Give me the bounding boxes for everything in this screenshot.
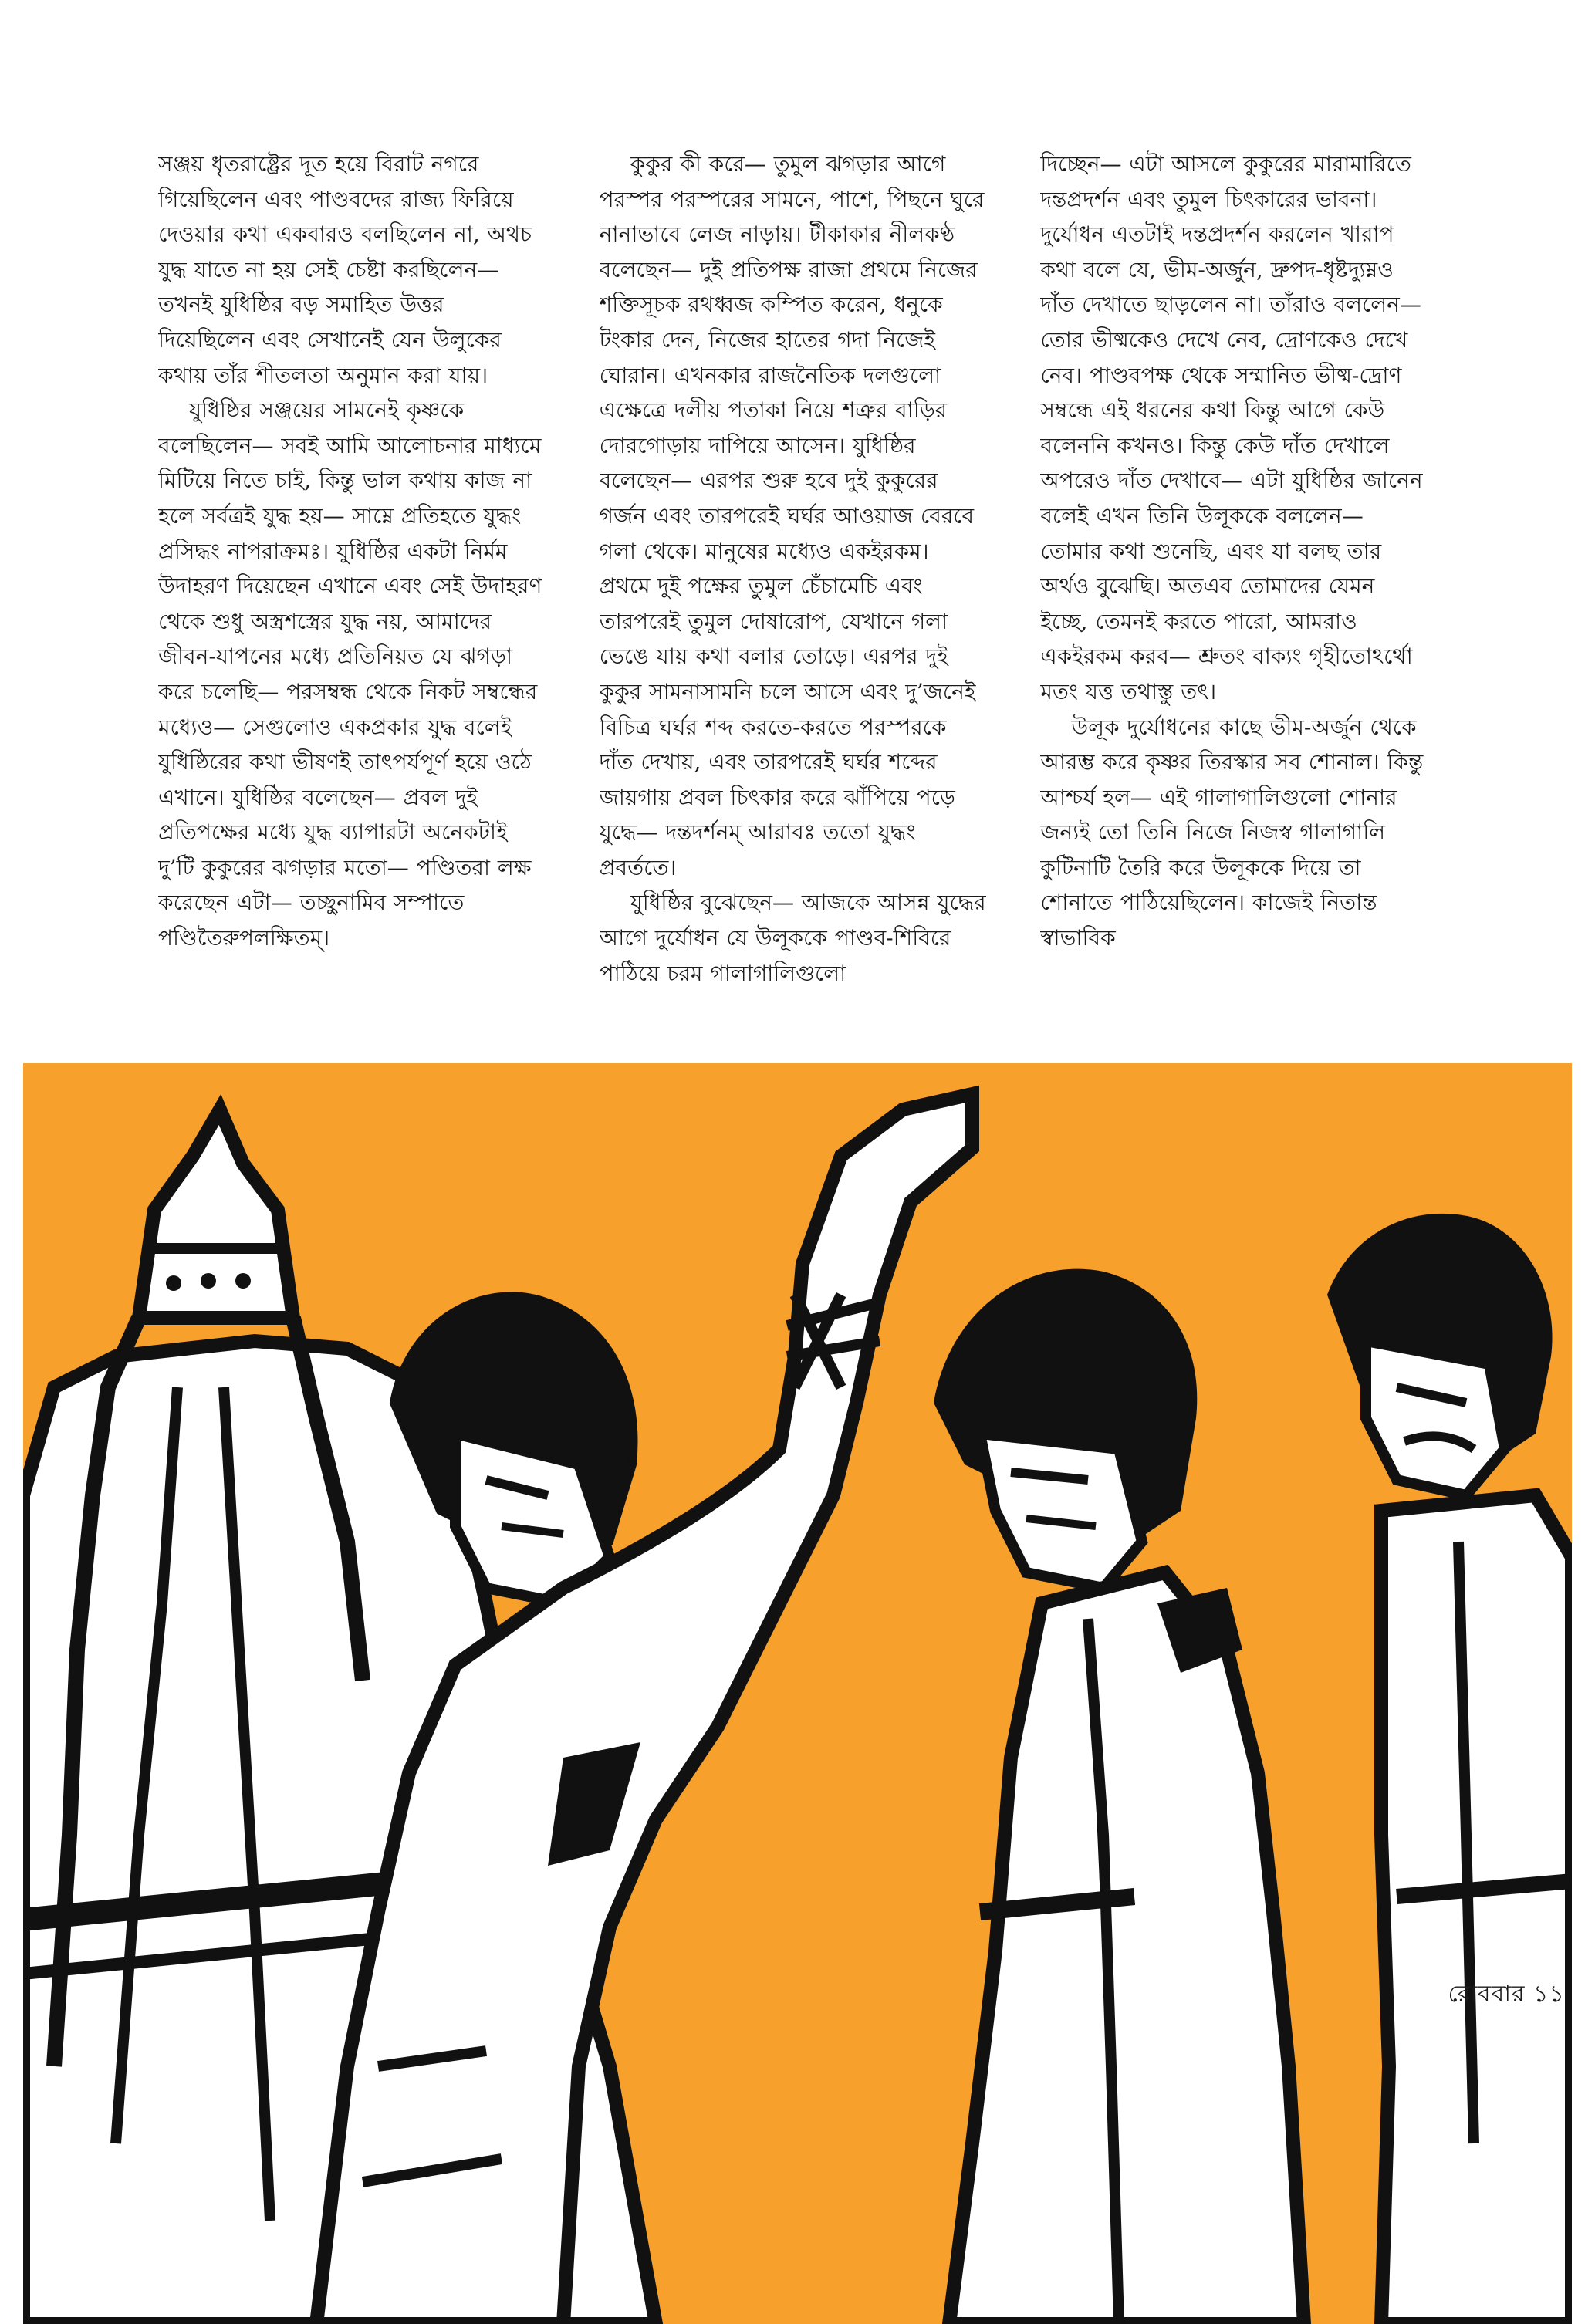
- column-3: [1040, 147, 1428, 1026]
- page-folio: রোববার ১১: [1448, 1981, 1565, 2008]
- column-3-paragraph-2: উলূক দুর্যোধনের কাছে ভীম-অর্জুন থেকে আরম্ভ করে কৃষ্ণর তিরস্কার সব শোনাল। কিন্তু আশ্চর্য হল— এই গালাগালিগুলো শোনার জন্যই তো তিনি নিজে নিজস্ব গালাগালি কুটিনাটি তৈরি করে উলূককে দিয়ে তা শোনাতে পাঠিয়েছিলেন। কাজেই নিতান্ত স্বাভাবিক: [1040, 714, 1424, 951]
- illustration-svg: [23, 1063, 1572, 2324]
- column-2-paragraph-1: কুকুর কী করে— তুমুল ঝগড়ার আগে পরস্পর পরস্পরের সামনে, পাশে, পিছনে ঘুরে নানাভাবে লেজ নাড়ায়। টীকাকার নীলকণ্ঠ বলেছেন— দুই প্রতিপক্ষ রাজা প্রথমে নিজের শক্তিসূচক রথধ্বজ কম্পিত করেন, ধনুকে টংকার দেন, নিজের হাতের গদা নিজেই ঘোরান। এখনকার রাজনৈতিক দলগুলো এক্ষেত্রে দলীয় পতাকা নিয়ে শত্রুর বাড়ির দোরগোড়ায় দাপিয়ে আসেন। যুধিষ্ঠির বলেছেন— এরপর শুরু হবে দুই কুকুরের গর্জন এবং তারপরেই ঘর্ঘর আওয়াজ বেরবে গলা থেকে। মানুষের মধ্যেও একইরকম। প্রথমে দুই পক্ষের তুমুল চেঁচামেচি এবং তারপরেই তুমুল দোষারোপ, যেখানে গলা ভেঙে যায় কথা বলার তোড়ে। এরপর দুই কুকুর সামনাসামনি চলে আসে এবং দু’জনেই বিচিত্র ঘর্ঘর শব্দ করতে-করতে পরস্পরকে দাঁত দেখায়, এবং তারপরেই ঘর্ঘর শব্দের জায়গায় প্রবল চিৎকার করে ঝাঁপিয়ে পড়ে যুদ্ধে— দন্তদর্শনম্ আরাবঃ ততো যুদ্ধং প্রবর্ততে।: [599, 151, 985, 880]
- mahabharata-illustration: [23, 1063, 1572, 2324]
- column-1: [158, 147, 546, 1026]
- column-3-paragraph-1: দিচ্ছেন— এটা আসলে কুকুরের মারামারিতে দন্তপ্রদর্শন এবং তুমুল চিৎকারের ভাবনা। দুর্যোধন এতটাই দন্তপ্রদর্শন করলেন খারাপ কথা বলে যে, ভীম-অর্জুন, দ্রুপদ-ধৃষ্টদ্যুম্নও দাঁত দেখাতে ছাড়লেন না। তাঁরাও বললেন— তোর ভীষ্মকেও দেখে নেব, দ্রোণকেও দেখে নেব। পাণ্ডবপক্ষ থেকে সম্মানিত ভীষ্ম-দ্রোণ সম্বন্ধে এই ধরনের কথা কিন্তু আগে কেউ বলেননি কখনও। কিন্তু কেউ দাঁত দেখালে অপরেও দাঁত দেখাবে— এটা যুধিষ্ঠির জানেন বলেই এখন তিনি উলূককে বললেন— তোমার কথা শুনেছি, এবং যা বলছ তার অর্থও বুঝেছি। অতএব তোমাদের যেমন ইচ্ছে, তেমনই করতে পারো, আমরাও একইরকম করব— শ্রুতং বাক্যং গৃহীতোঽর্থো মতং যত্ত তথাস্তু তৎ।: [1040, 151, 1423, 704]
- article-body: [158, 147, 1428, 1026]
- column-1-paragraph-2: যুধিষ্ঠির সঞ্জয়ের সামনেই কৃষ্ণকে বলেছিলেন— সবই আমি আলোচনার মাধ্যমে মিটিয়ে নিতে চাই, কিন্তু ভাল কথায় কাজ না হলে সর্বত্রই যুদ্ধ হয়— সাম্নে প্রতিহতে যুদ্ধং প্রসিদ্ধং নাপরাক্রমঃ। যুধিষ্ঠির একটা নির্মম উদাহরণ দিয়েছেন এখানে এবং সেই উদাহরণ থেকে শুধু অস্ত্রশস্ত্রের যুদ্ধ নয়, আমাদের জীবন-যাপনের মধ্যে প্রতিনিয়ত যে ঝগড়া করে চলেছি— পরসম্বন্ধ থেকে নিকট সম্বন্ধের মধ্যেও— সেগুলোও একপ্রকার যুদ্ধ বলেই যুধিষ্ঠিরের কথা ভীষণই তাৎপর্যপূর্ণ হয়ে ওঠে এখানে। যুধিষ্ঠির বলেছেন— প্রবল দুই প্রতিপক্ষের মধ্যে যুদ্ধ ব্যাপারটা অনেকটাই দু’টি কুকুরের ঝগড়ার মতো— পণ্ডিতরা লক্ষ করেছেন এটা— তচ্ছুনামিব সম্পাতে পণ্ডিতৈরুপলক্ষিতম্।: [158, 397, 542, 951]
- column-1-paragraph-1: সঞ্জয় ধৃতরাষ্ট্রের দূত হয়ে বিরাট নগরে গিয়েছিলেন এবং পাণ্ডবদের রাজ্য ফিরিয়ে দেওয়ার কথা একবারও বলছিলেন না, অথচ যুদ্ধ যাতে না হয় সেই চেষ্টা করছিলেন— তখনই যুধিষ্ঠির বড় সমাহিত উত্তর দিয়েছিলেন এবং সেখানেই যেন উলুকের কথায় তাঁর শীতলতা অনুমান করা যায়।: [158, 151, 532, 388]
- column-2-paragraph-2: যুধিষ্ঠির বুঝেছেন— আজকে আসন্ন যুদ্ধের আগে দুর্যোধন যে উলূককে পাণ্ডব-শিবিরে পাঠিয়ে চরম গালাগালিগুলো: [599, 890, 986, 986]
- column-2: [600, 147, 987, 1026]
